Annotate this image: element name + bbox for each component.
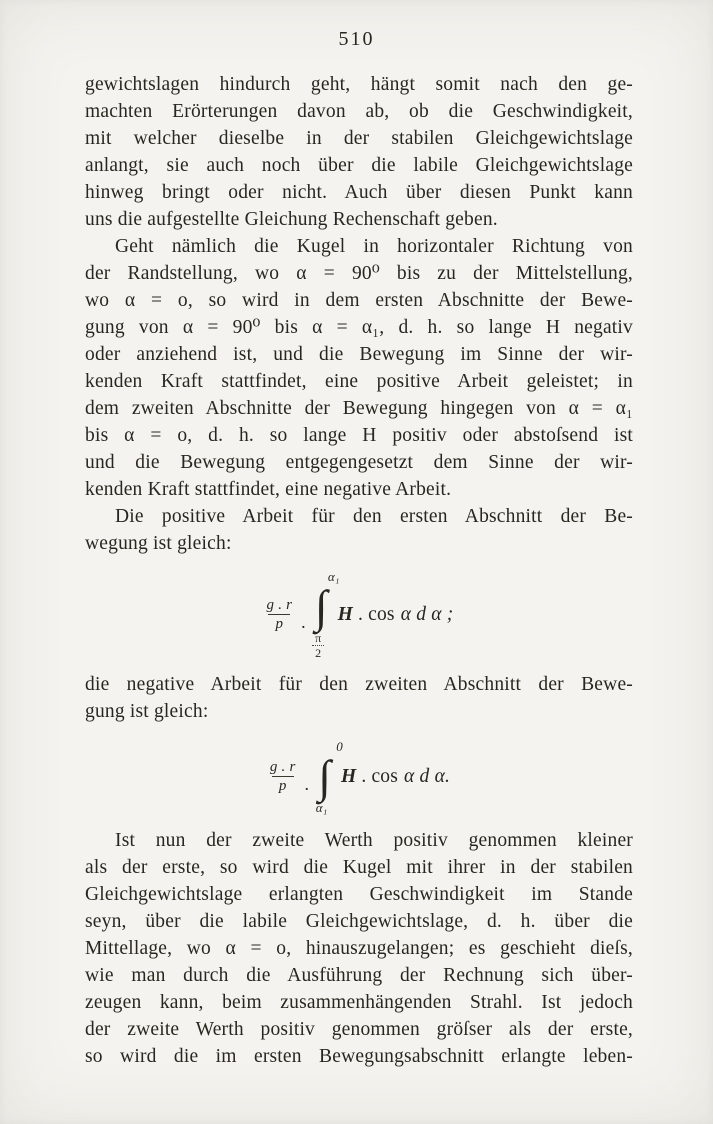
text-line: kenden Kraft stattfindet, eine positive Arbeit geleistet; in xyxy=(85,371,633,392)
text-line: gewichtslagen hindurch geht, hängt somit nach den ge- xyxy=(85,74,633,95)
integrand xyxy=(338,604,454,626)
fraction-gr-over-p xyxy=(268,759,298,795)
text-line: Geht nämlich die Kugel in horizontaler Richtung von xyxy=(115,236,633,257)
text-line: anlangt, sie auch noch über die labile Gleichgewichtslage xyxy=(85,155,633,176)
paragraph-continuation xyxy=(85,71,633,233)
cosine-function: cos xyxy=(371,766,399,787)
text-line: der Randstellung, wo α = 90⁰ bis zu der Mittelstellung, xyxy=(85,263,633,284)
differential-term: α d α. xyxy=(404,766,451,787)
fraction-numerator: g . r xyxy=(266,597,293,613)
multiplication-dot: . xyxy=(301,611,306,632)
integral-lower-limit xyxy=(312,631,324,660)
paragraph-motion-description xyxy=(85,233,633,503)
fraction-numerator: g . r xyxy=(269,759,296,775)
cosine-function: cos xyxy=(368,604,395,625)
text-line: so wird die im ersten Bewegungsabschnitt erlangte leben- xyxy=(85,1046,633,1067)
integral xyxy=(315,739,343,815)
text-line: als der erste, so wird die Kugel mit ihrer in der stabilen xyxy=(85,857,633,878)
text-line: wo α = o, so wird in dem ersten Abschnitte der Bewe- xyxy=(85,290,633,311)
paragraph-negative-work-intro xyxy=(85,671,633,725)
text-line: Mittellage, wo α = o, hinauszugelangen; es geschieht dieſs, xyxy=(85,938,633,959)
text-line: dem zweiten Abschnitte der Bewegung hingegen von α = α₁ xyxy=(85,398,633,419)
text-line: oder anziehend ist, und die Bewegung im Sinne der wir- xyxy=(85,344,633,365)
text-line: Gleichgewichtslage erlangten Geschwindigkeit im Stande xyxy=(85,884,633,905)
text-line: Ist nun der zweite Werth positiv genommen kleiner xyxy=(115,830,633,851)
fraction-denominator: p xyxy=(272,776,294,795)
text-line: wie man durch die Ausführung der Rechnung sich über- xyxy=(85,965,633,986)
multiplication-dot: . xyxy=(358,604,364,625)
text-line: machten Erörterungen davon ab, ob die Geschwindigkeit, xyxy=(85,101,633,122)
integral xyxy=(313,569,340,660)
mini-frac-denominator: 2 xyxy=(312,645,324,660)
text-line: hinweg bringt oder nicht. Auch über diesen Punkt kann xyxy=(85,182,633,203)
text-line: gung ist gleich: xyxy=(85,701,209,722)
text-line: und die Bewegung entgegengesetzt dem Sinne der wir- xyxy=(85,452,633,473)
fraction-denominator: p xyxy=(268,614,290,633)
formula-positive-work xyxy=(85,563,633,667)
integrand xyxy=(341,766,450,788)
variable-H: H xyxy=(337,604,354,625)
text-block xyxy=(85,71,633,1070)
pi-over-two xyxy=(312,632,324,660)
text-line: Die positive Arbeit für den ersten Abschnitt der Be- xyxy=(115,506,633,527)
integral-upper-limit: α₁ xyxy=(327,569,340,584)
text-line: uns die aufgestellte Gleichung Rechenschaft geben. xyxy=(85,209,498,230)
text-line: die negative Arbeit für den zweiten Abschnitt der Bewe- xyxy=(85,674,633,695)
text-line: gung von α = 90⁰ bis α = α₁, d. h. so lange H negativ xyxy=(85,317,633,338)
paragraph-positive-work-intro xyxy=(85,503,633,557)
integral-sign: ∫ xyxy=(318,751,331,802)
text-line: seyn, über die labile Gleichgewichtslage, d. h. über die xyxy=(85,911,633,932)
paragraph-comparison-of-values xyxy=(85,827,633,1070)
page-number: 510 xyxy=(338,28,375,50)
text-line: zeugen kann, beim zusammenhängenden Strahl. Ist jedoch xyxy=(85,992,633,1013)
multiplication-dot: . xyxy=(361,766,367,787)
integral-sign: ∫ xyxy=(314,581,328,632)
integral-upper-limit: 0 xyxy=(336,739,343,754)
differential-term: α d α ; xyxy=(400,604,454,625)
mini-frac-numerator: π xyxy=(315,631,322,645)
text-line: kenden Kraft stattfindet, eine negative Arbeit. xyxy=(85,479,452,500)
text-line: mit welcher dieselbe in der stabilen Gleichgewichtslage xyxy=(85,128,633,149)
text-line: wegung ist gleich: xyxy=(85,533,232,554)
text-line: bis α = o, d. h. so lange H positiv oder abstoſsend ist xyxy=(85,425,633,446)
multiplication-dot: . xyxy=(304,773,310,794)
fraction-gr-over-p xyxy=(265,597,295,633)
variable-H: H xyxy=(341,766,357,787)
integral-lower-limit: α₁ xyxy=(315,800,328,815)
formula-negative-work xyxy=(85,731,633,823)
text-line: der zweite Werth positiv genommen gröſser als der erste, xyxy=(85,1019,633,1040)
